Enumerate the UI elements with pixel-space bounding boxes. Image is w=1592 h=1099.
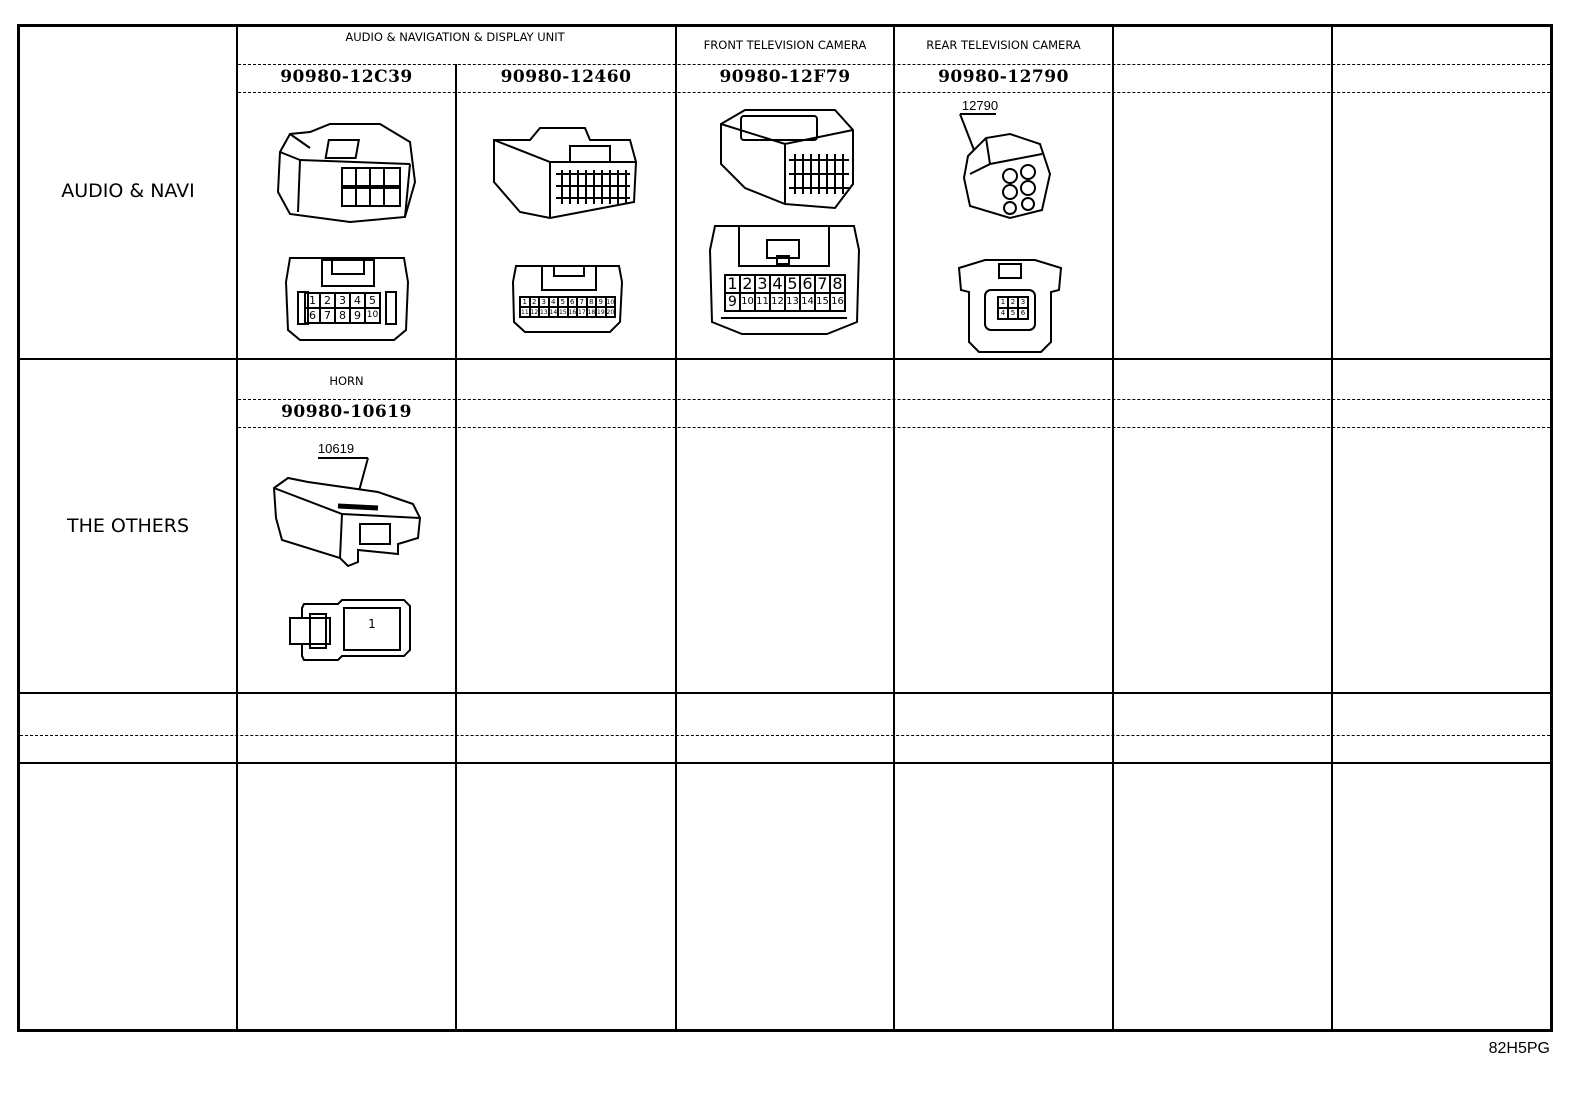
pin: 10	[740, 293, 755, 311]
pin: 1	[520, 297, 530, 307]
pin: 12	[770, 293, 785, 311]
pin: 11	[521, 309, 529, 316]
pin: 13	[785, 293, 800, 311]
connector-12c39-iso-drawing	[270, 122, 425, 232]
pin: 9	[725, 293, 740, 311]
pin: 3	[539, 297, 549, 307]
pin: 15	[559, 309, 567, 316]
header-front-camera: FRONT TELEVISION CAMERA	[703, 38, 867, 52]
pin: 5	[365, 293, 380, 308]
row-divider	[238, 399, 1550, 400]
pin: 6	[568, 297, 578, 307]
connector-12f79-iso-drawing	[715, 104, 860, 214]
header-horn: HORN	[329, 374, 364, 388]
connector-10619-iso-drawing	[268, 458, 428, 568]
pin: 6	[1018, 308, 1028, 319]
pin: 4	[998, 308, 1008, 319]
pin: 10	[365, 308, 380, 323]
section-label-others: THE OTHERS	[66, 515, 190, 537]
header-rear-camera: REAR TELEVISION CAMERA	[926, 38, 1081, 52]
col-divider	[1331, 24, 1333, 1032]
part-number: 90980-10619	[281, 402, 412, 422]
pin: 2	[740, 275, 755, 293]
callout-12790: 12790	[961, 98, 999, 113]
pin: 6	[305, 308, 320, 323]
pin: 1	[368, 617, 376, 631]
pin: 8	[830, 275, 845, 293]
pin: 1	[998, 297, 1008, 308]
frame-bottom	[17, 1029, 1553, 1032]
col-divider	[455, 359, 457, 1032]
pin: 7	[815, 275, 830, 293]
part-number: 90980-12790	[938, 67, 1069, 87]
pin: 2	[1008, 297, 1018, 308]
pin: 1	[725, 275, 740, 293]
part-number: 90980-12460	[500, 67, 632, 87]
pin: 2	[530, 297, 540, 307]
row-divider	[238, 427, 1550, 428]
connector-12790-pin-grid	[997, 296, 1029, 320]
callout-10619: 10619	[317, 441, 355, 456]
pin: 14	[549, 309, 558, 316]
pin: 16	[830, 293, 845, 311]
connector-12460-iso-drawing	[490, 122, 640, 222]
pin: 16	[568, 309, 577, 316]
pin: 3	[335, 293, 350, 308]
pin: 8	[335, 308, 350, 323]
connector-12790-iso-drawing	[950, 114, 1065, 224]
header-audio-unit-text: AUDIO & NAVIGATION & DISPLAY UNIT	[345, 30, 565, 44]
pin: 17	[578, 309, 586, 316]
pin: 11	[755, 293, 770, 311]
pin: 18	[587, 309, 596, 316]
col-divider	[1112, 24, 1114, 1032]
connector-12c39-pin-grid	[304, 292, 381, 324]
frame-top	[17, 24, 1553, 27]
pin: 3	[1018, 297, 1028, 308]
pin: 12	[530, 309, 539, 316]
connector-12460-pin-grid	[519, 296, 616, 318]
row-divider	[238, 64, 1550, 65]
pin: 2	[320, 293, 335, 308]
pin: 6	[800, 275, 815, 293]
pin: 8	[587, 297, 597, 307]
pin: 9	[350, 308, 365, 323]
connector-12f79-pin-grid	[724, 274, 846, 312]
pin: 15	[815, 293, 830, 311]
pin: 19	[597, 309, 605, 316]
row-divider	[238, 92, 1550, 93]
pin: 7	[320, 308, 335, 323]
pin: 5	[558, 297, 568, 307]
frame-right	[1550, 24, 1553, 1032]
pin: 10	[606, 299, 615, 306]
pin: 20	[606, 309, 615, 316]
part-number: 90980-12C39	[280, 67, 413, 87]
pin: 5	[785, 275, 800, 293]
pin: 7	[577, 297, 587, 307]
col-divider	[675, 24, 677, 1032]
col-divider	[455, 64, 457, 359]
col-divider	[893, 24, 895, 1032]
section-label-audio-navi: AUDIO & NAVI	[61, 180, 195, 202]
part-number: 90980-12F79	[719, 67, 851, 87]
pin: 4	[770, 275, 785, 293]
pin: 1	[305, 293, 320, 308]
section-divider	[17, 358, 1553, 360]
pin: 3	[755, 275, 770, 293]
section-divider	[17, 762, 1553, 764]
pin: 14	[800, 293, 815, 311]
pin: 4	[549, 297, 559, 307]
pin: 9	[596, 297, 606, 307]
header-audio-unit	[340, 30, 570, 44]
figure-code: 82H5PG	[1488, 1040, 1550, 1057]
connector-10619-face	[284, 600, 414, 662]
pin: 4	[350, 293, 365, 308]
col-divider	[236, 24, 238, 1032]
row-divider	[20, 735, 1550, 736]
pin: 13	[540, 309, 548, 316]
pin: 5	[1008, 308, 1018, 319]
section-divider	[17, 692, 1553, 694]
